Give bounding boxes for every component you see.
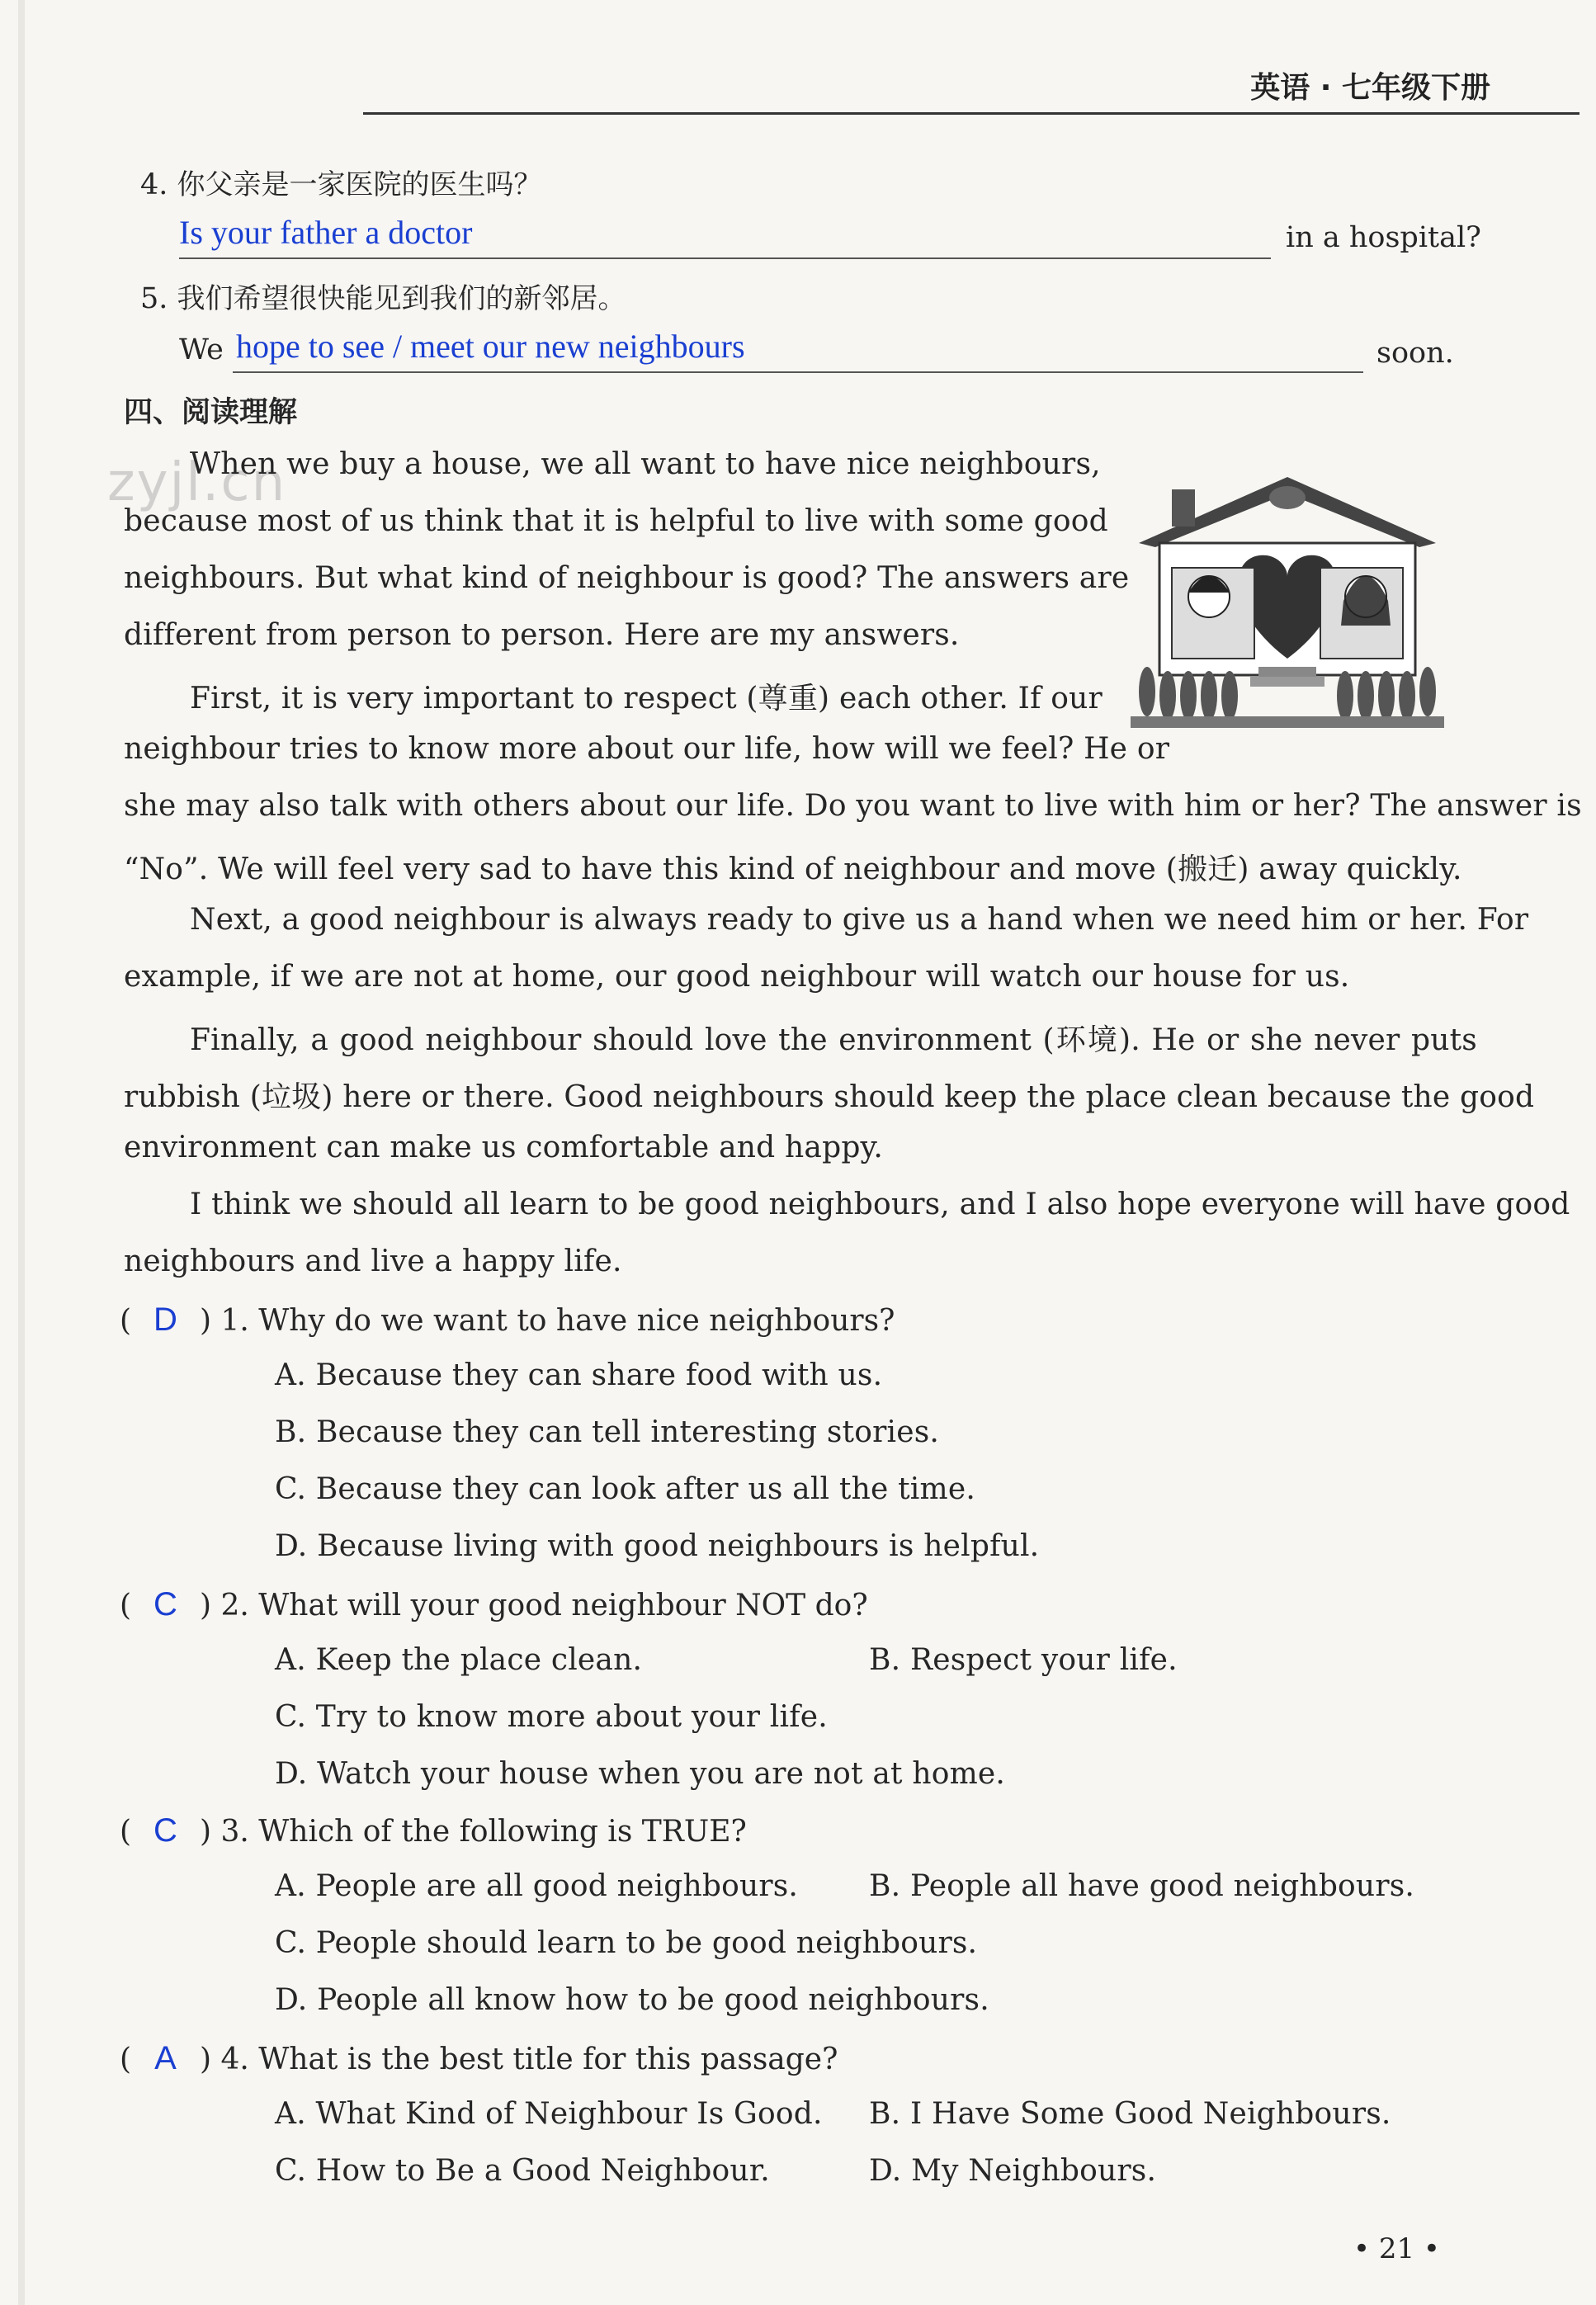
q4-answer-line [179, 257, 1271, 259]
q2-answer: C [153, 1586, 177, 1622]
q2-row: ( C ) 2. What will your good neighbour NOT do? [120, 1586, 868, 1622]
q4-row: ( A ) 4. What is the best title for this passage? [120, 2040, 838, 2076]
passage-p1-line3: neighbours. But what kind of neighbour is good? The answers are [124, 561, 1130, 595]
q5-suffix: soon. [1376, 337, 1454, 370]
q4-option-c: C. How to Be a Good Neighbour. [275, 2154, 770, 2188]
translation-q4 [140, 162, 542, 202]
q1-row: ( D ) 1. Why do we want to have nice neighbours? [120, 1301, 895, 1338]
passage-p1-line2: because most of us think that it is helpful to live with some good [124, 504, 1108, 538]
chimney-icon [1172, 489, 1195, 527]
q2-option-d: D. Watch your house when you are not at home. [275, 1757, 1006, 1791]
passage-p5-line2: neighbours and live a happy life. [124, 1245, 622, 1278]
q1-text: Why do we want to have nice neighbours? [258, 1304, 895, 1338]
q2-option-c: C. Try to know more about your life. [275, 1700, 828, 1734]
header-title: 英语 · 七年级下册 [1250, 71, 1490, 105]
q3-text: Which of the following is TRUE? [258, 1815, 747, 1849]
q1-option-b: B. Because they can tell interesting stories. [275, 1415, 940, 1449]
q4-option-d: D. My Neighbours. [869, 2154, 1157, 2188]
q3-row: ( C ) 3. Which of the following is TRUE? [120, 1812, 747, 1849]
passage-p1-line1: When we buy a house, we all want to have nice neighbours, [190, 447, 1101, 481]
passage-p3-line2: example, if we are not at home, our good neighbour will watch our house for us. [124, 960, 1350, 994]
q2-option-a: A. Keep the place clean. [275, 1643, 643, 1677]
q1-option-a: A. Because they can share food with us. [275, 1358, 883, 1392]
page-number: • 21 • [1353, 2232, 1440, 2265]
q3-number: 3. [220, 1815, 249, 1849]
q4-suffix: in a hospital? [1286, 221, 1481, 254]
q1-option-c: C. Because they can look after us all the time. [275, 1472, 975, 1506]
q3-answer: C [153, 1812, 177, 1849]
passage-p2-line3: she may also talk with others about our life. Do you want to live with him or her? The answer is [124, 789, 1582, 823]
q3-option-a: A. People are all good neighbours. [275, 1869, 799, 1903]
q1-option-d: D. Because living with good neighbours is helpful. [275, 1529, 1040, 1563]
passage-p3-line1: Next, a good neighbour is always ready to give us a hand when we need him or her. For [190, 903, 1529, 937]
watermark: zyjl.cn [107, 452, 287, 513]
q3-option-b: B. People all have good neighbours. [869, 1869, 1415, 1903]
bird-icon [1269, 486, 1306, 509]
q2-text: What will your good neighbour NOT do? [258, 1589, 868, 1622]
neighbours-illustration [1122, 461, 1452, 741]
q5-chinese: 我们希望很快能见到我们的新邻居。 [177, 282, 626, 315]
q2-option-b: B. Respect your life. [869, 1643, 1178, 1677]
page-edge [18, 0, 25, 2305]
q1-answer: D [153, 1301, 177, 1338]
q5-answer: hope to see / meet our new neighbours [236, 328, 745, 365]
q5-number: 5. [140, 282, 168, 315]
translation-q5 [140, 276, 626, 316]
q4-choice-answer: A [154, 2040, 177, 2076]
passage-p2-line1: First, it is very important to respect (尊重) each other. If our [190, 682, 1103, 716]
passage-p2-line2: neighbour tries to know more about our life, how will we feel? He or [124, 732, 1170, 766]
q4-choice-number: 4. [220, 2043, 249, 2076]
q3-option-c: C. People should learn to be good neighbours. [275, 1926, 978, 1960]
passage-p4-line3: environment can make us comfortable and happy. [124, 1131, 883, 1164]
passage-p4-line2: rubbish (垃圾) here or there. Good neighbours should keep the place clean because the good [124, 1080, 1535, 1114]
q5-prefix: We [179, 333, 224, 366]
section-title: 四、阅读理解 [124, 396, 298, 429]
header-rule [363, 112, 1579, 115]
q1-number: 1. [220, 1304, 249, 1338]
q4-chinese: 你父亲是一家医院的医生吗？ [177, 168, 542, 201]
q4-option-a: A. What Kind of Neighbour Is Good. [275, 2097, 823, 2131]
q4-choice-text: What is the best title for this passage? [258, 2043, 838, 2076]
q3-option-d: D. People all know how to be good neighbours. [275, 1983, 989, 2017]
q2-number: 2. [220, 1589, 249, 1622]
q4-option-b: B. I Have Some Good Neighbours. [869, 2097, 1391, 2131]
q4-answer: Is your father a doctor [179, 214, 473, 251]
q4-number: 4. [140, 168, 168, 201]
passage-p5-line1: I think we should all learn to be good neighbours, and I also hope everyone will have good [190, 1188, 1570, 1221]
passage-p4-line1: Finally, a good neighbour should love the environment (环境). He or she never puts [190, 1023, 1477, 1057]
passage-p2-line4: “No”. We will feel very sad to have this kind of neighbour and move (搬迁) away quickly. [124, 853, 1462, 886]
passage-p1-line4: different from person to person. Here are my answers. [124, 618, 960, 652]
q5-answer-line [233, 371, 1363, 373]
